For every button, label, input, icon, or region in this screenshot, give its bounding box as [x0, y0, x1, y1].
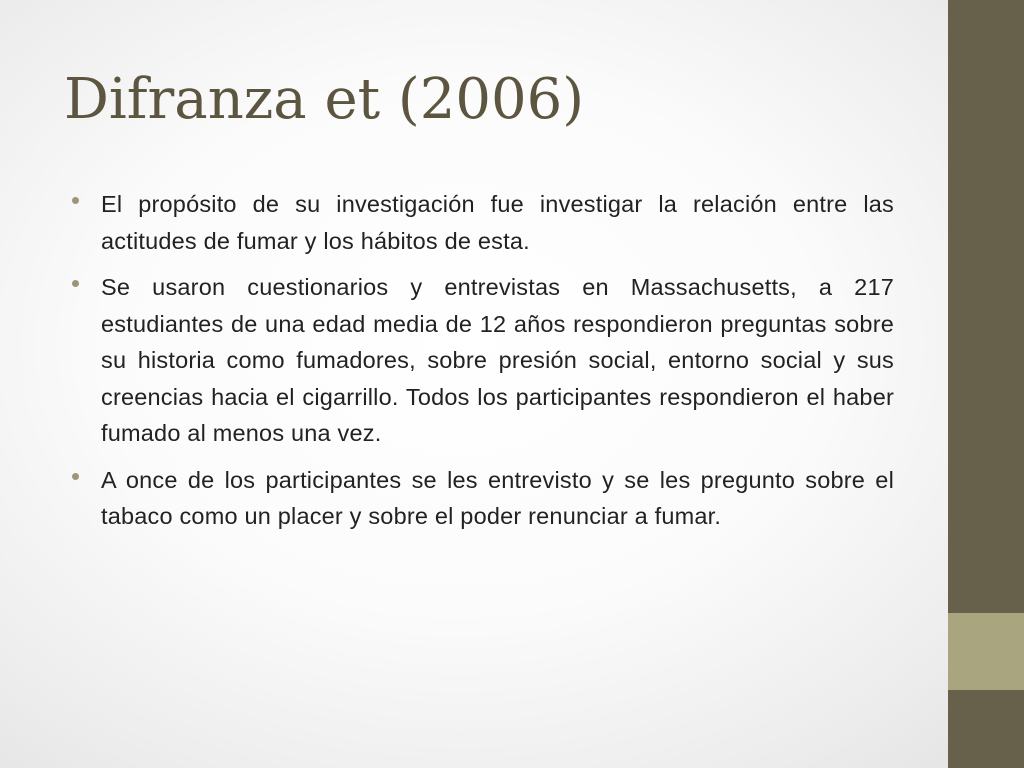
bullet-text: A once de los participantes se les entrevisto y se les pregunto sobre el tabaco como un placer y sobre el poder renunciar a fumar.	[101, 466, 894, 529]
slide-title: Difranza et (2006)	[64, 67, 585, 132]
bullet-dot-icon	[72, 280, 79, 287]
bullet-text: Se usaron cuestionarios y entrevistas en Massachusetts, a 217 estudiantes de una edad media de 12 años respondieron preguntas sobre su historia como fumadores, sobre presión social, entorno social y sus creencias hacia el cigarrillo. Todos los participantes respondieron el haber fumado al menos una vez.	[101, 274, 894, 446]
bullet-text: El propósito de su investigación fue investigar la relación entre las actitudes de fumar y los hábitos de esta.	[101, 191, 894, 254]
list-item	[72, 269, 894, 452]
bullet-dot-icon	[72, 473, 79, 480]
bullet-dot-icon	[72, 197, 79, 204]
decorative-sidebar-accent	[948, 613, 1024, 690]
list-item	[72, 462, 894, 535]
list-item	[72, 186, 894, 259]
bullet-list	[72, 186, 894, 545]
